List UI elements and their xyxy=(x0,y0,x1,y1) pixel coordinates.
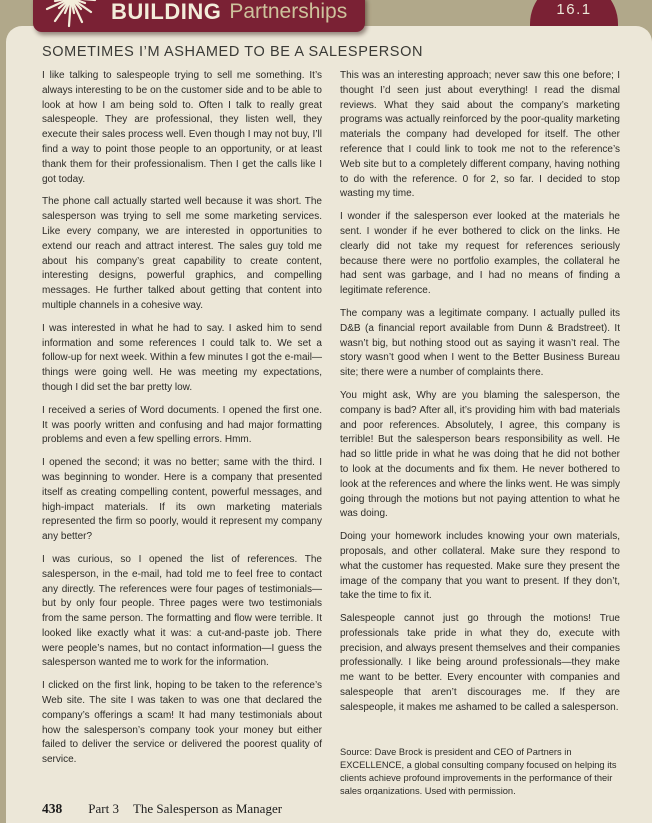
banner-word-partnerships: Partnerships xyxy=(229,0,348,23)
source-attribution: Source: Dave Brock is president and CEO of Partners in EXCELLENCE, a global consulting company focused on helping its clients achieve profound improvements in the performance of their sales organizations. Used with permission. xyxy=(340,746,617,795)
page-footer xyxy=(42,801,282,817)
paragraph: I was curious, so I opened the list of references. The salesperson, in the e-mail, had told me to feel free to contact any directly. The references were four pages of testimonials—but by only four people. Three pages were two testimonials from the same person. The formatting and flow were terrible. It looked like exactly what it was: a cut-and-paste job. There were people’s names, but no contact information—I guess the salesperson wanted me to work for the information. xyxy=(42,553,322,669)
part-label: Part 3 xyxy=(88,801,119,816)
paragraph: I wonder if the salesperson ever looked at the materials he sent. I wonder if he ever bothered to click on the links. He clearly did not take my request for references seriously because there were no portfolio examples, the collateral he had sent was garbage, and I had no means of finding a legitimate reference. xyxy=(340,211,620,297)
article-body xyxy=(42,69,620,795)
feature-box-panel xyxy=(6,26,652,823)
left-column xyxy=(42,69,322,795)
paragraph: Salespeople cannot just go through the motions! True professionals take pride in what they do, execute with precision, and always present themselves and their companies professionally. I like being around professionals—they make me want to be better. Every encounter with companies and salespeople that aren’t discourages me. If they are salespeople, it makes me ashamed to be called a salesperson. xyxy=(340,613,620,713)
paragraph: This was an interesting approach; never saw this one before; I thought I’d seen just about everything! I read the dismal reviews. What they said about the company’s marketing programs was actually reinforced by the poor-quality marketing materials the company had developed for itself. The other reference that I could link to took me not to the reference’s Web site but to a completely different company, having nothing to do with the reference. 0 for 2, so far. I decided to stop wasting my time. xyxy=(340,70,620,200)
chapter-box-number-badge xyxy=(530,0,618,26)
part-title: The Salesperson as Manager xyxy=(132,801,283,816)
paragraph: I like talking to salespeople trying to sell me something. It’s always interesting to be on the customer side and to be able to look at how I am being sold to. Often I talk to really great salespeople. They are professional, they listen well, they execute their sales process well. Even though I may not buy, I’ll find a way to point those people to an opportunity, or at least thank them for their professionalism. Then I get the calls like I got today. xyxy=(42,70,322,185)
banner-word-building: BUILDING xyxy=(111,0,222,24)
right-column xyxy=(340,69,620,795)
paragraph: I was interested in what he had to say. I asked him to send information and some references I could talk to. We set a follow-up for next week. Within a few minutes I got the e-mail—things were going well. He was meeting my expectations, though I did set the bar pretty low. xyxy=(42,322,322,393)
paragraph: Doing your homework includes knowing your own materials, proposals, and other collateral. Make sure they respond to what the customer has requested. Make sure they present the image of the company that you want to present. If they don’t, take the time to fix it. xyxy=(340,531,620,602)
page-number: 438 xyxy=(42,801,63,816)
paragraph: You might ask, Why are you blaming the salesperson, the company is bad? After all, it’s providing him with bad materials and poor references. Absolutely, I agree, this company is terrible! But the salesperson bears responsibility as well. He had so little pride in what he was doing that he did not bother to look at the documents and fix them. He never bothered to look at the references and where the links went. He was simply going through the motions but not paying attention to what he was doing. xyxy=(340,389,620,520)
starburst-icon xyxy=(39,0,119,32)
paragraph: I clicked on the first link, hoping to be taken to the reference’s Web site. The site I was taken to was one that declared the company’s offerings a scam! It had many testimonials about how the salesperson’s company took your money but either failed to deliver the service or delivered the poorest quality of service. xyxy=(42,680,322,766)
paragraph: I received a series of Word documents. I opened the first one. It was poorly written and confusing and had major formatting problems and even a few spelling errors. Hmm. xyxy=(42,404,322,446)
paragraph: The phone call actually started well because it was short. The salesperson was trying to sell me some marketing services. Like every company, we are interested in opportunities to extend our reach and attract interest. The sales guy told me about his company’s great capability to create content, interesting designs, powerful graphics, and compelling messages. He further talked about getting that content into multiple channels in a cohesive way. xyxy=(42,196,322,311)
paragraph: I opened the second; it was no better; same with the third. I was beginning to wonder. Here is a company that presented itself as creating compelling content, powerful messages, and high-impact materials. If its own marketing materials represented the firm so poorly, would it represent my company any better? xyxy=(42,457,322,543)
paragraph: The company was a legitimate company. I actually pulled its D&B (a financial report available from Dunn & Bradstreet). It wasn’t big, but nothing stood out as saying it wasn’t real. The story wasn’t good when I went to the Better Business Bureau site; there were a number of complaints there. xyxy=(340,307,620,379)
article-title: SOMETIMES I’M ASHAMED TO BE A SALESPERSON xyxy=(42,44,424,60)
box-number: 16.1 xyxy=(556,1,592,18)
building-partnerships-banner xyxy=(33,0,365,32)
